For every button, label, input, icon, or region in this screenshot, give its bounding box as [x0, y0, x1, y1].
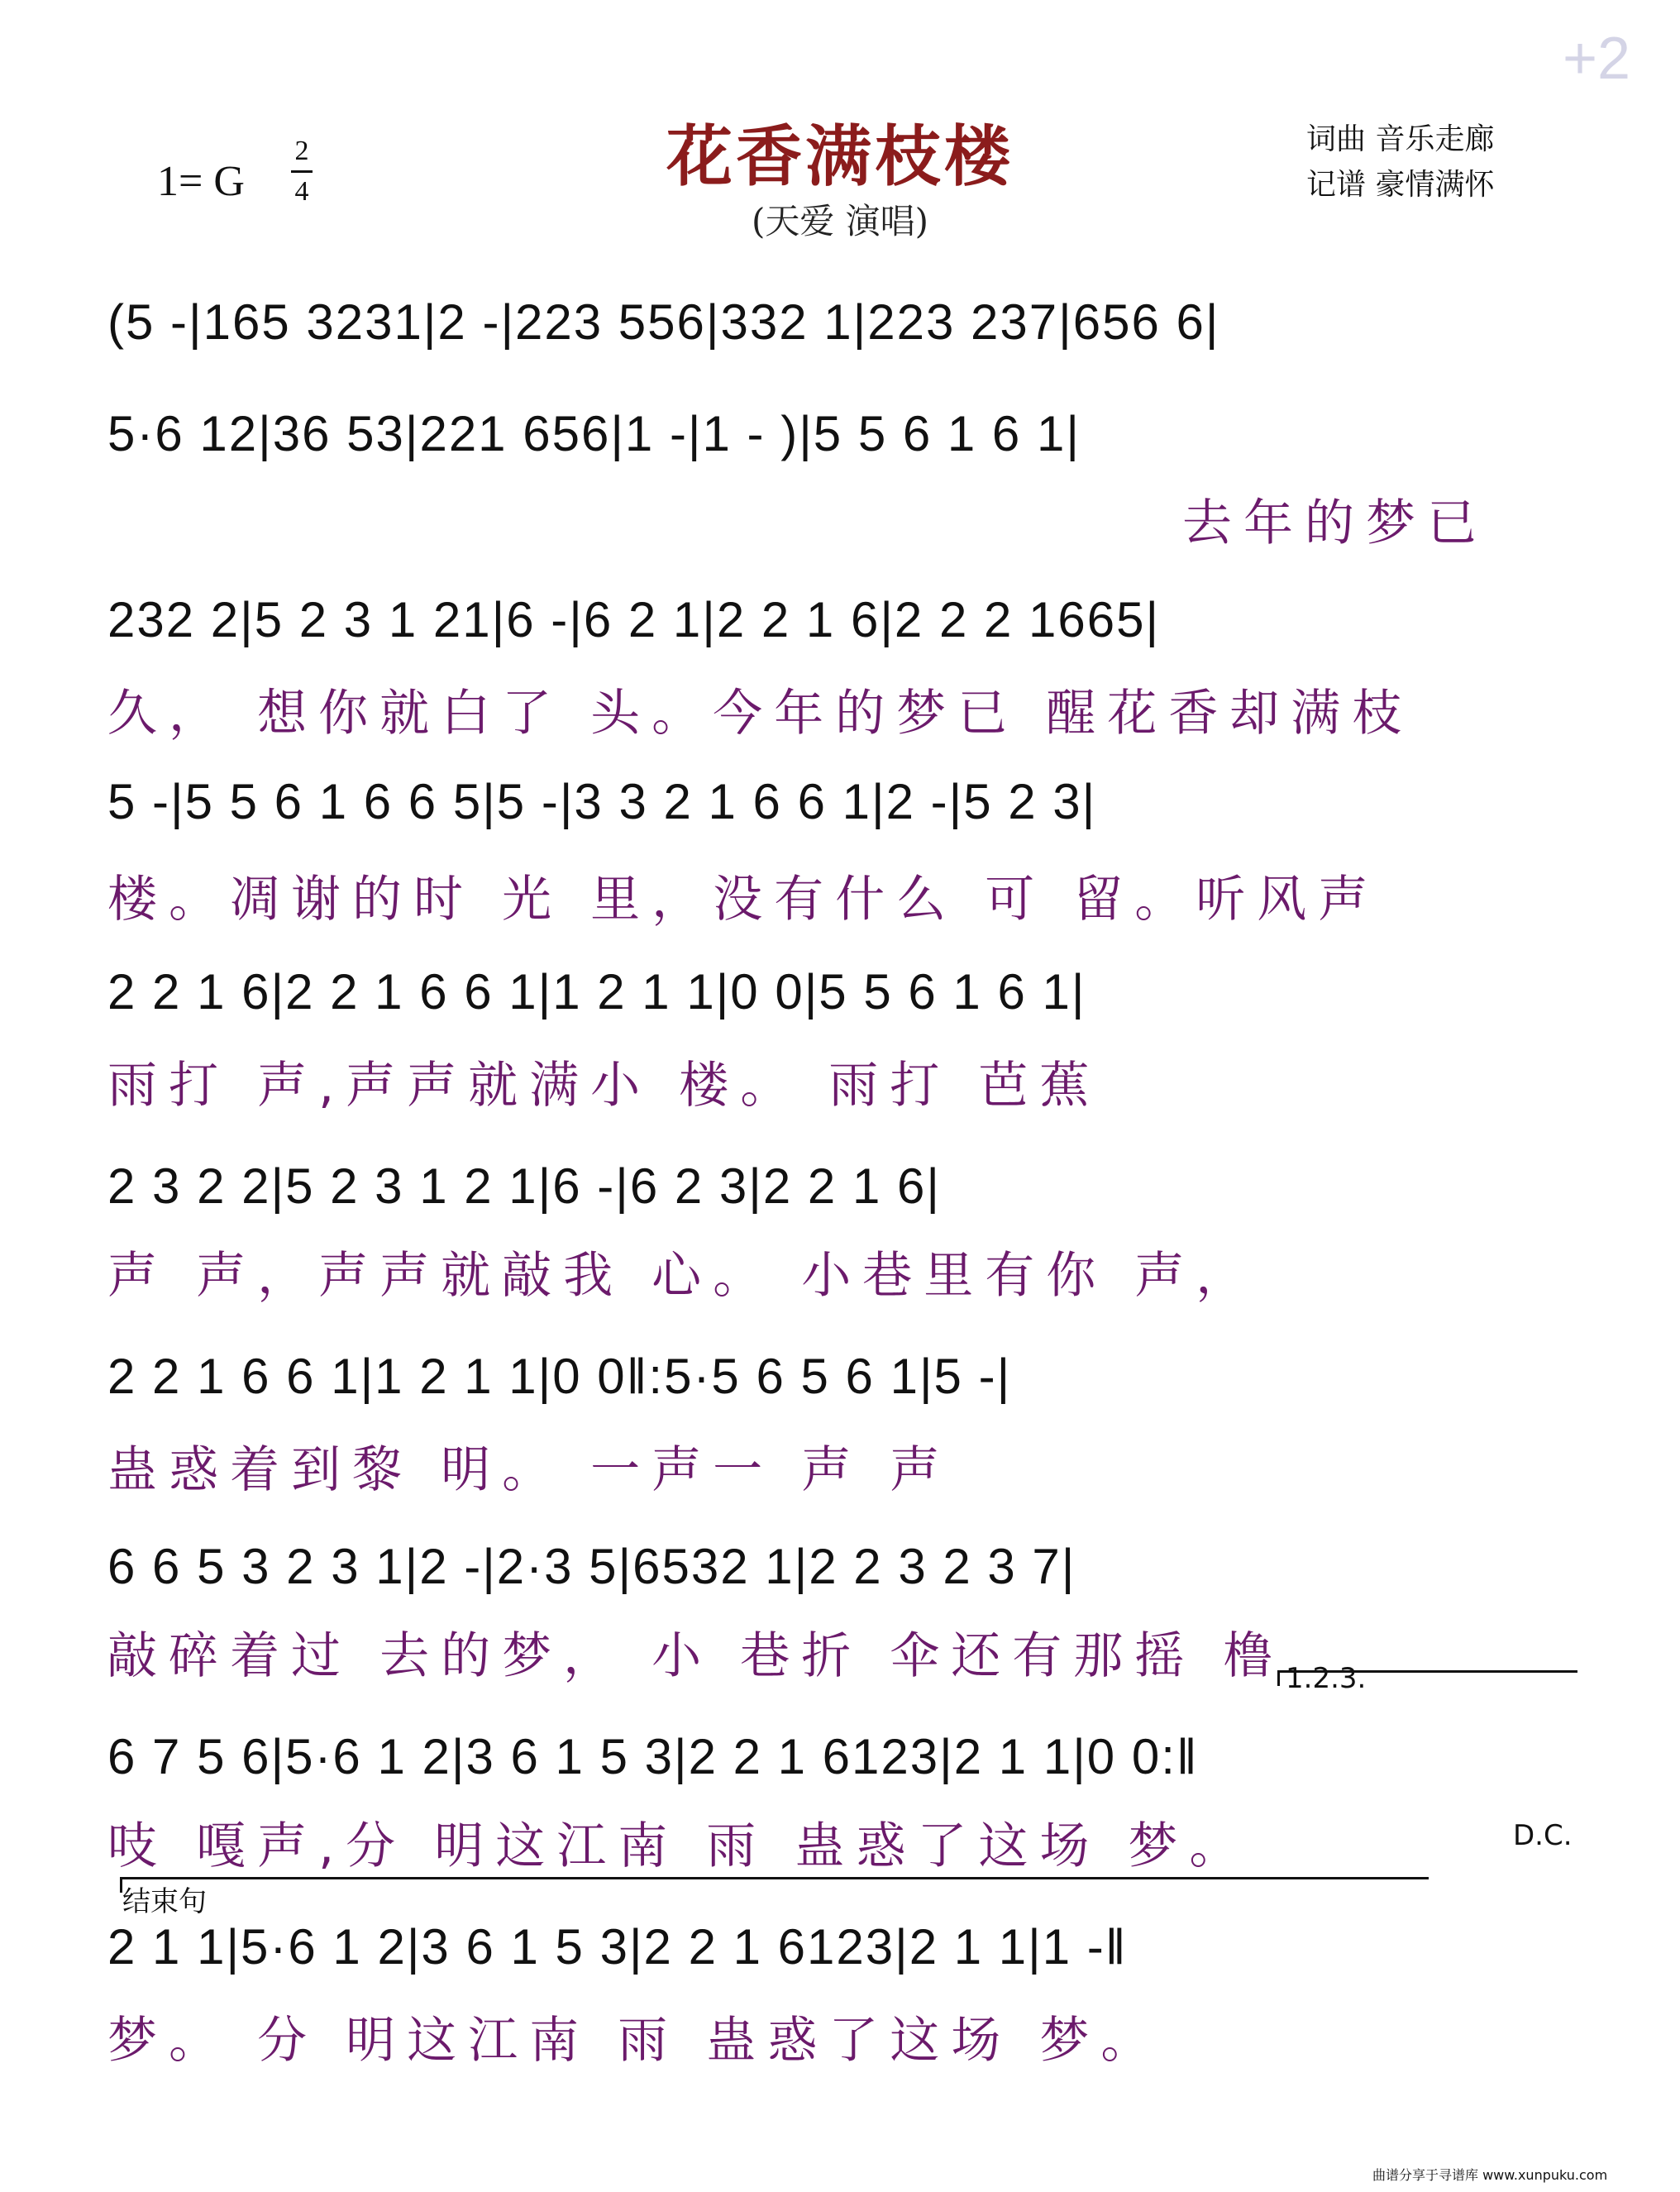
notation-line-1: (5 -|165 3231|2 -|223 556|332 1|223 237|656 6|	[107, 294, 1220, 350]
notation-line-9: 6 7 5 6|5·6 1 2|3 6 1 5 3|2 2 1 6123|2 1 1|0 0:‖	[107, 1729, 1199, 1784]
lyric-line-4: 楼。凋谢的时 光 里，没有什么 可 留。听风声	[107, 871, 1380, 929]
lyric-line-10: 梦。 分 明这江南 雨 蛊惑了这场 梦。	[107, 2012, 1162, 2070]
meter-top: 2	[294, 136, 309, 166]
site-footer: 曲谱分享于寻谱库 www.xunpuku.com	[1372, 2167, 1608, 2183]
meter-divider	[291, 170, 313, 173]
lyric-line-8: 敲碎着过 去的梦， 小 巷折 伞还有那摇 橹	[107, 1627, 1285, 1685]
coda-label: 结束句	[122, 1885, 207, 1918]
corner-mark: +2	[1563, 26, 1631, 92]
notation-line-5: 2 2 1 6|2 2 1 6 6 1|1 2 1 1|0 0|5 5 6 1 6 1|	[107, 964, 1086, 1020]
song-title: 花香满枝楼	[666, 118, 1014, 195]
notation-line-2: 5·6 12|36 53|221 656|1 -|1 - )|5 5 6 1 6 1|	[107, 406, 1081, 461]
dc-label: D.C.	[1513, 1819, 1573, 1852]
lyric-line-6: 声 声，声声就敲我 心。 小巷里有你 声，	[107, 1247, 1258, 1305]
lyric-line-2: 去年的梦已	[1182, 494, 1488, 552]
meter-bottom: 4	[294, 176, 309, 207]
credit-transcriber: 记谱 豪情满怀	[1306, 168, 1495, 202]
notation-line-10: 2 1 1|5·6 1 2|3 6 1 5 3|2 2 1 6123|2 1 1|1 -‖	[107, 1919, 1128, 1975]
notation-line-7: 2 2 1 6 6 1|1 2 1 1|0 0‖:5·5 6 5 6 1|5 -|	[107, 1349, 1012, 1404]
coda-bracket	[120, 1877, 1429, 1893]
notation-line-6: 2 3 2 2|5 2 3 1 2 1|6 -|6 2 3|2 2 1 6|	[107, 1158, 941, 1214]
lyric-line-5: 雨打 声,声声就满小 楼。 雨打 芭蕉	[107, 1057, 1101, 1115]
song-subtitle: (天爱 演唱)	[751, 201, 929, 241]
time-signature	[291, 132, 313, 211]
ending-label: 1.2.3.	[1286, 1662, 1367, 1695]
lyric-line-7: 蛊惑着到黎 明。 一声一 声 声	[107, 1441, 952, 1499]
notation-line-8: 6 6 5 3 2 3 1|2 -|2·3 5|6532 1|2 2 3 2 3 7|	[107, 1539, 1076, 1594]
key-signature: 1= G	[157, 158, 245, 205]
credit-lyrics-music: 词曲 音乐走廊	[1306, 122, 1495, 156]
notation-line-3: 232 2|5 2 3 1 21|6 -|6 2 1|2 2 1 6|2 2 2 1665|	[107, 592, 1161, 647]
notation-line-4: 5 -|5 5 6 1 6 6 5|5 -|3 3 2 1 6 6 1|2 -|5 2 3|	[107, 774, 1097, 829]
lyric-line-9: 吱 嘎声,分 明这江南 雨 蛊惑了这场 梦。	[107, 1817, 1251, 1875]
lyric-line-3: 久， 想你就白了 头。今年的梦已 醒花香却满枝	[107, 685, 1414, 743]
